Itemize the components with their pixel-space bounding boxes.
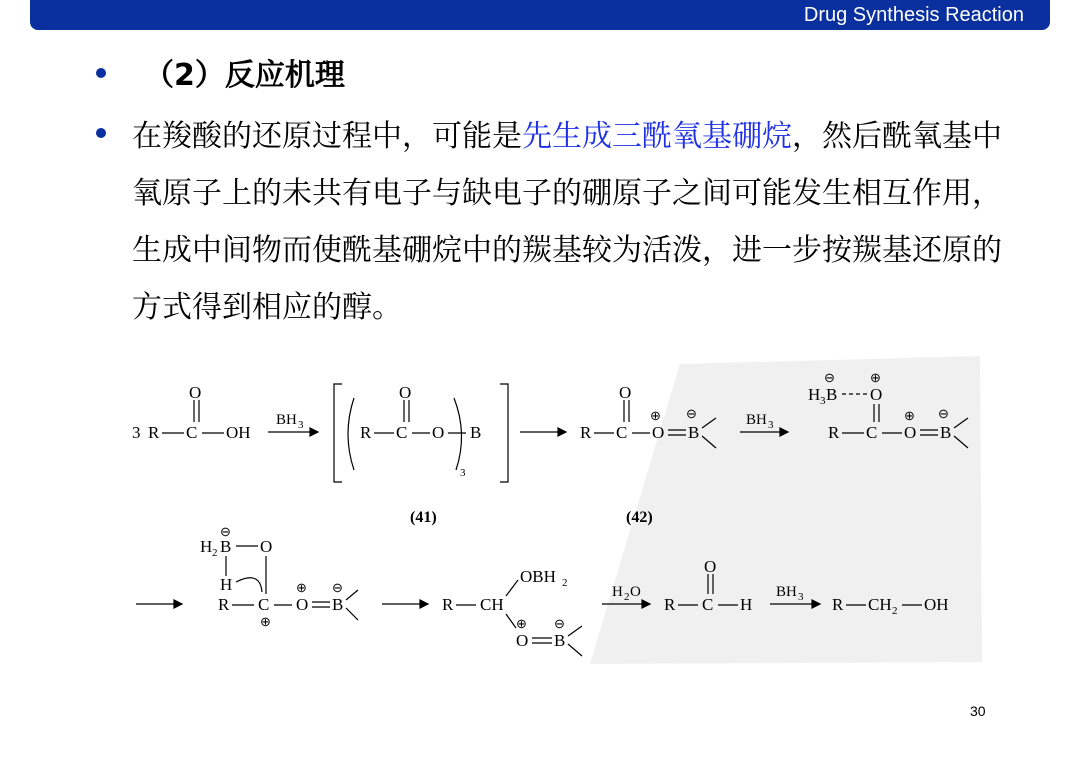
charge-sign: ⊕ xyxy=(650,408,661,423)
scheme-text: 3 xyxy=(820,395,826,407)
scheme-text: 2 xyxy=(562,577,568,589)
scheme-text: CH xyxy=(480,595,504,614)
scheme-text: B xyxy=(554,631,566,650)
scheme-text: 3 xyxy=(460,467,466,479)
page-number: 30 xyxy=(970,703,986,719)
bond xyxy=(346,608,358,620)
bond xyxy=(568,626,582,636)
scheme-text: O xyxy=(904,423,917,442)
scheme-text: H xyxy=(612,584,623,600)
scheme-text: C xyxy=(258,595,270,614)
scheme-text: OH xyxy=(924,595,949,614)
charge-sign: ⊕ xyxy=(870,370,881,385)
body-paragraph xyxy=(132,108,1002,336)
arrow-head xyxy=(174,600,182,608)
curved-arrow xyxy=(236,578,262,592)
charge-sign: ⊖ xyxy=(554,616,565,631)
scheme-text: R xyxy=(664,595,676,614)
compound-label: (42) xyxy=(626,509,653,526)
scheme-text: R xyxy=(828,423,840,442)
scheme-text: BH xyxy=(746,412,767,428)
scheme-text: R xyxy=(148,423,160,442)
scheme-text: C xyxy=(396,423,408,442)
scheme-text: C xyxy=(702,595,714,614)
scheme-text: B xyxy=(688,423,700,442)
scheme-text: H xyxy=(220,575,233,594)
arrow-head xyxy=(420,600,428,608)
charge-sign: ⊕ xyxy=(296,580,307,595)
scheme-text: O xyxy=(619,383,632,402)
scheme-text: 3 xyxy=(298,419,304,431)
scheme-text: R xyxy=(580,423,592,442)
scheme-text: R xyxy=(218,595,230,614)
paren xyxy=(348,398,354,470)
scheme-text: B xyxy=(220,537,232,556)
scheme-text: O xyxy=(652,423,665,442)
scheme-text: C xyxy=(186,423,198,442)
scheme-text: C xyxy=(866,423,878,442)
bullet-icon xyxy=(96,68,106,78)
reaction-scheme-svg xyxy=(120,356,990,666)
arrow-head xyxy=(558,428,566,436)
scheme-text: O xyxy=(630,584,641,600)
scheme-text: B xyxy=(826,385,838,404)
scheme-text: B xyxy=(470,423,482,442)
scheme-text: O xyxy=(260,537,273,556)
body-text-1: 在羧酸的还原过程中，可能是 xyxy=(132,119,522,154)
charge-sign: ⊖ xyxy=(686,406,697,421)
scheme-text: 3 xyxy=(132,423,141,442)
bracket xyxy=(500,384,508,482)
scheme-text: OH xyxy=(226,423,251,442)
scheme-text: O xyxy=(296,595,309,614)
bond xyxy=(346,590,358,600)
scheme-text: OBH xyxy=(520,567,556,586)
charge-sign: ⊖ xyxy=(220,524,231,539)
compound-label: (41) xyxy=(410,509,437,526)
bond xyxy=(506,614,516,628)
section-heading: （2）反应机理 xyxy=(144,58,345,93)
scheme-text: 3 xyxy=(798,591,804,603)
header-bar xyxy=(30,0,1050,30)
paren xyxy=(454,398,462,470)
charge-sign: ⊕ xyxy=(260,614,271,629)
scheme-text: BH xyxy=(276,412,297,428)
charge-sign: ⊖ xyxy=(824,370,835,385)
bullet-icon xyxy=(96,128,106,138)
scheme-text: R xyxy=(360,423,372,442)
scheme-text: C xyxy=(616,423,628,442)
scheme-text: O xyxy=(189,383,202,402)
scheme-text: B xyxy=(940,423,952,442)
scheme-text: 2 xyxy=(212,547,218,559)
charge-sign: ⊕ xyxy=(904,408,915,423)
scheme-text: O xyxy=(516,631,529,650)
bond xyxy=(568,644,582,656)
scheme-text: R xyxy=(832,595,844,614)
reaction-scheme xyxy=(120,356,990,666)
scheme-text: 3 xyxy=(768,419,774,431)
highlighted-text: 先生成三酰氧基硼烷 xyxy=(522,119,792,154)
scheme-text: R xyxy=(442,595,454,614)
scheme-text: H xyxy=(740,595,753,614)
scheme-text: O xyxy=(432,423,445,442)
scheme-text: H xyxy=(200,537,213,556)
scheme-text: 2 xyxy=(624,591,630,603)
charge-sign: ⊖ xyxy=(332,580,343,595)
course-title: Drug Synthesis Reaction xyxy=(803,4,1024,26)
scheme-text: CH xyxy=(868,595,892,614)
scheme-text: BH xyxy=(776,584,797,600)
bracket xyxy=(334,384,342,482)
scheme-text: O xyxy=(399,383,412,402)
scheme-text: H xyxy=(808,385,821,404)
bond xyxy=(506,580,518,596)
charge-sign: ⊖ xyxy=(938,406,949,421)
scheme-text: O xyxy=(870,385,883,404)
charge-sign: ⊕ xyxy=(516,616,527,631)
scheme-text: O xyxy=(704,557,717,576)
scheme-text: B xyxy=(332,595,344,614)
arrow-head xyxy=(310,428,318,436)
scheme-text: 2 xyxy=(892,605,898,617)
body-text-2: ，然后酰氧基中氧原子上的未共有电子与缺电子的硼原子之间可能发生相互作用，生成中间物而使酰基硼烷中的羰基较为活泼，进一步按羰基还原的方式得到相应的醇。 xyxy=(132,119,1002,325)
